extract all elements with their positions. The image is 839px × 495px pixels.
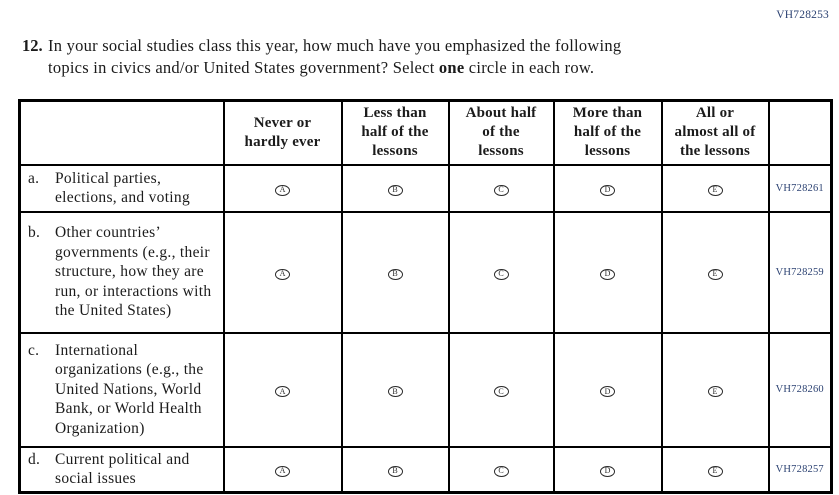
option-cell [342,165,449,212]
option-cell [554,212,662,333]
table-row-c [20,333,832,447]
option-cell [662,447,769,493]
option-circle-b-b[interactable]: B [388,269,403,280]
option-cell [554,165,662,212]
option-cell [449,212,554,333]
response-table [18,99,833,494]
option-cell [662,165,769,212]
option-cell [662,212,769,333]
option-circle-a-b[interactable]: B [388,185,403,196]
code-column-header [769,101,832,165]
option-circle-c-c[interactable]: C [494,386,509,397]
table-row-a [20,165,832,212]
option-circle-c-d[interactable]: D [600,386,615,397]
row-label-c [20,333,224,447]
option-cell [554,447,662,493]
option-circle-c-e[interactable]: E [708,386,723,397]
option-cell [224,333,342,447]
option-cell [662,333,769,447]
row-code: VH728259 [769,212,832,333]
option-circle-c-b[interactable]: B [388,386,403,397]
column-header-1: Never or hardly ever [224,101,342,165]
option-circle-b-c[interactable]: C [494,269,509,280]
row-letter: b. [28,224,41,242]
question-line1: In your social studies class this year, how much have you emphasized the following [48,36,622,55]
row-label-text: International organizations (e.g., the United Nations, World Bank, or World Health Organization) [55,341,204,437]
option-circle-d-e[interactable]: E [708,466,723,477]
option-circle-a-d[interactable]: D [600,185,615,196]
header-row [20,101,832,165]
table-row-d [20,447,832,493]
table-row-b [20,212,832,333]
option-circle-a-e[interactable]: E [708,185,723,196]
option-cell [224,165,342,212]
row-letter: a. [28,169,40,187]
option-circle-a-c[interactable]: C [494,185,509,196]
question-line2-before: topics in civics and/or United States government? Select [48,58,439,77]
option-circle-a-a[interactable]: A [275,185,290,196]
form-code: VH728253 [776,9,829,21]
row-label-text: Political parties, elections, and voting [55,169,191,206]
option-cell [449,447,554,493]
row-label-b [20,212,224,333]
option-circle-d-b[interactable]: B [388,466,403,477]
column-header-5: All or almost all of the lessons [662,101,769,165]
option-circle-d-d[interactable]: D [600,466,615,477]
row-letter: d. [28,450,41,468]
column-header-2: Less than half of the lessons [342,101,449,165]
row-code: VH728260 [769,333,832,447]
corner-cell [20,101,224,165]
column-header-4: More than half of the lessons [554,101,662,165]
question-line2-after: circle in each row. [464,58,595,77]
row-label-a [20,165,224,212]
row-label-text: Other countries’ governments (e.g., their structure, how they are run, or interactions with the United States) [55,224,212,320]
option-cell [342,447,449,493]
option-circle-b-e[interactable]: E [708,269,723,280]
option-circle-b-d[interactable]: D [600,269,615,280]
option-circle-d-a[interactable]: A [275,466,290,477]
option-circle-d-c[interactable]: C [494,466,509,477]
row-label-d [20,447,224,493]
option-cell [554,333,662,447]
row-label-text: Current political and social issues [55,450,190,487]
row-code: VH728257 [769,447,832,493]
row-letter: c. [28,341,40,359]
question-block [22,35,782,79]
option-cell [449,333,554,447]
option-cell [449,165,554,212]
question-text [48,35,621,79]
question-line2-bold: one [438,58,465,77]
option-cell [224,447,342,493]
option-cell [342,212,449,333]
row-code: VH728261 [769,165,832,212]
option-circle-b-a[interactable]: A [275,269,290,280]
option-cell [224,212,342,333]
question-number: 12. [22,36,43,55]
option-cell [342,333,449,447]
column-header-3: About half of the lessons [449,101,554,165]
option-circle-c-a[interactable]: A [275,386,290,397]
